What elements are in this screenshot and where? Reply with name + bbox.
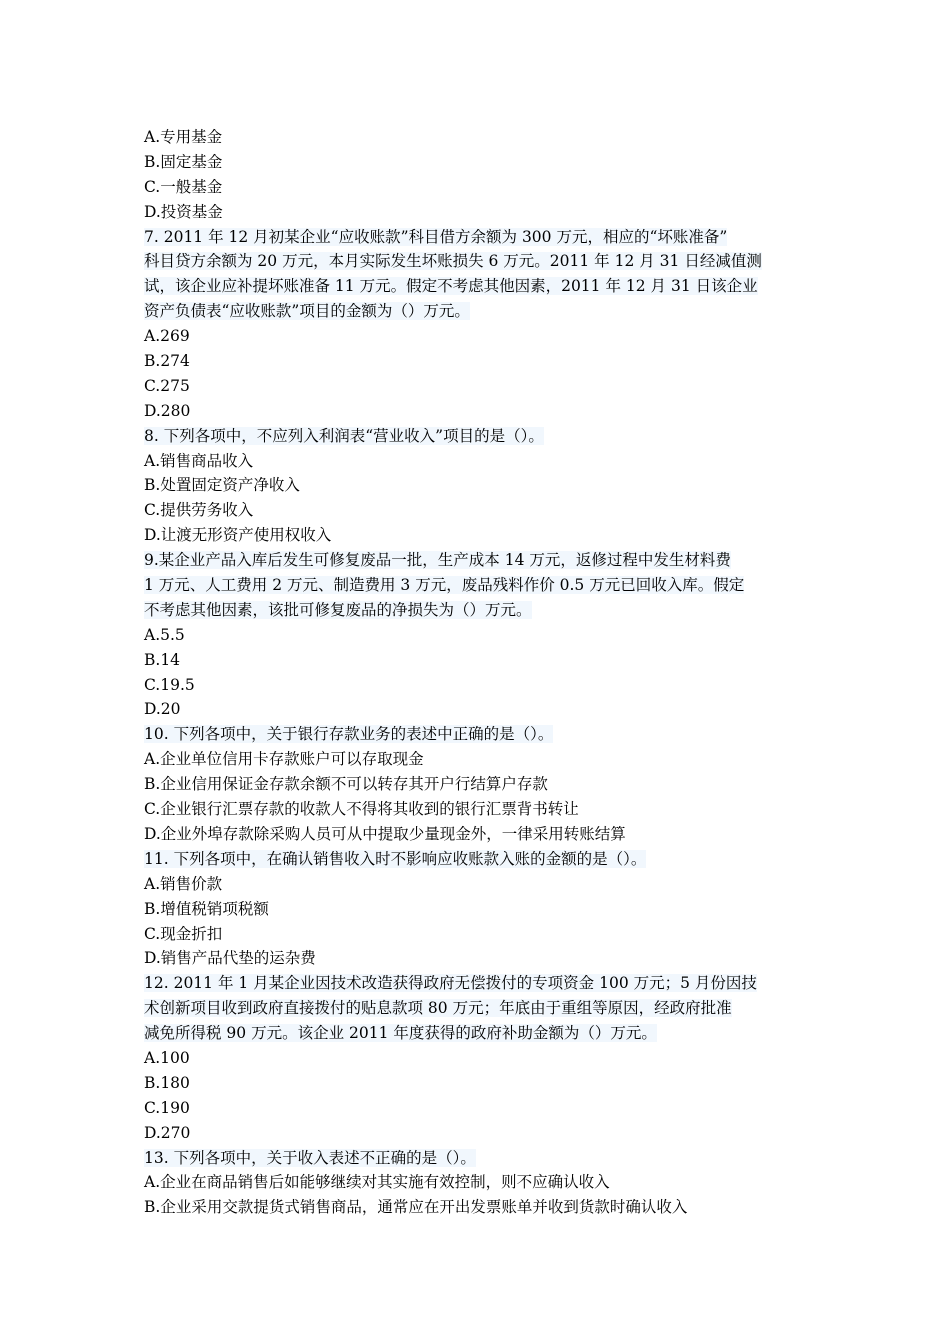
option-line: A.企业单位信用卡存款账户可以存取现金 bbox=[144, 750, 424, 769]
answer-option bbox=[144, 697, 809, 722]
question-line: 资产负债表“应收账款”项目的金额为（）万元。 bbox=[144, 302, 470, 321]
option-line: D.企业外埠存款除采购人员可从中提取少量现金外，一律采用转账结算 bbox=[144, 824, 626, 843]
option-line: D.280 bbox=[144, 401, 191, 420]
option-line: C.19.5 bbox=[144, 675, 195, 694]
option-line: B.企业信用保证金存款余额不可以转存其开户行结算户存款 bbox=[144, 775, 548, 794]
answer-option bbox=[144, 1121, 809, 1146]
option-line: C.一般基金 bbox=[144, 177, 223, 196]
answer-option bbox=[144, 200, 809, 225]
question-text bbox=[144, 548, 809, 623]
question-line: 9.某企业产品入库后发生可修复废品一批，生产成本 14 万元，返修过程中发生材料费 bbox=[144, 551, 731, 570]
option-line: A.100 bbox=[144, 1048, 190, 1067]
option-line: B.180 bbox=[144, 1073, 190, 1092]
option-line: A.销售商品收入 bbox=[144, 451, 254, 470]
question-line: 11. 下列各项中，在确认销售收入时不影响应收账款入账的金额的是（）。 bbox=[144, 849, 647, 868]
question-line: 科目贷方余额为 20 万元，本月实际发生坏账损失 6 万元。2011 年 12 月 31 日经减值测 bbox=[144, 252, 762, 271]
option-line: A.5.5 bbox=[144, 625, 185, 644]
answer-option bbox=[144, 897, 809, 922]
question-line: 不考虑其他因素，该批可修复废品的净损失为（）万元。 bbox=[144, 600, 532, 619]
option-line: B.企业采用交款提货式销售商品，通常应在开出发票账单并收到货款时确认收入 bbox=[144, 1198, 688, 1217]
question-text bbox=[144, 1146, 809, 1171]
option-line: C.现金折扣 bbox=[144, 924, 223, 943]
answer-option bbox=[144, 349, 809, 374]
answer-option bbox=[144, 946, 809, 971]
question-text bbox=[144, 225, 809, 325]
option-line: B.处置固定资产净收入 bbox=[144, 476, 300, 495]
answer-option bbox=[144, 523, 809, 548]
option-line: B.固定基金 bbox=[144, 152, 223, 171]
option-line: D.270 bbox=[144, 1123, 191, 1142]
answer-option bbox=[144, 822, 809, 847]
option-line: D.投资基金 bbox=[144, 202, 223, 221]
answer-option bbox=[144, 797, 809, 822]
question-line: 13. 下列各项中，关于收入表述不正确的是（）。 bbox=[144, 1148, 476, 1167]
answer-option bbox=[144, 772, 809, 797]
question-line: 7. 2011 年 12 月初某企业“应收账款”科目借方余额为 300 万元，相应的“坏账准备” bbox=[144, 227, 728, 246]
question-line: 减免所得税 90 万元。该企业 2011 年度获得的政府补助金额为（）万元。 bbox=[144, 1024, 657, 1043]
answer-option bbox=[144, 1096, 809, 1121]
option-line: C.企业银行汇票存款的收款人不得将其收到的银行汇票背书转让 bbox=[144, 800, 579, 819]
option-line: B.14 bbox=[144, 650, 181, 669]
option-line: C.275 bbox=[144, 376, 190, 395]
answer-option bbox=[144, 872, 809, 897]
answer-option bbox=[144, 623, 809, 648]
answer-option bbox=[144, 673, 809, 698]
option-line: D.让渡无形资产使用权收入 bbox=[144, 526, 332, 545]
option-line: C.提供劳务收入 bbox=[144, 501, 254, 520]
option-line: D.20 bbox=[144, 700, 181, 719]
answer-option bbox=[144, 1046, 809, 1071]
question-line: 试，该企业应补提坏账准备 11 万元。假定不考虑其他因素，2011 年 12 月 31 日该企业 bbox=[144, 277, 758, 296]
option-line: C.190 bbox=[144, 1098, 190, 1117]
option-line: A.企业在商品销售后如能够继续对其实施有效控制，则不应确认收入 bbox=[144, 1173, 610, 1192]
document-body bbox=[144, 125, 809, 1220]
answer-option bbox=[144, 1170, 809, 1195]
answer-option bbox=[144, 1195, 809, 1220]
answer-option bbox=[144, 374, 809, 399]
question-text bbox=[144, 424, 809, 449]
option-line: B.增值税销项税额 bbox=[144, 899, 269, 918]
answer-option bbox=[144, 125, 809, 150]
answer-option bbox=[144, 1071, 809, 1096]
option-line: A.专用基金 bbox=[144, 128, 223, 146]
answer-option bbox=[144, 922, 809, 947]
question-line: 1 万元、人工费用 2 万元、制造费用 3 万元，废品残料作价 0.5 万元已回收入库。假定 bbox=[144, 576, 745, 595]
answer-option bbox=[144, 324, 809, 349]
option-line: A.销售价款 bbox=[144, 874, 223, 893]
question-line: 10. 下列各项中，关于银行存款业务的表述中正确的是（）。 bbox=[144, 725, 554, 744]
option-line: A.269 bbox=[144, 327, 190, 346]
option-line: D.销售产品代垫的运杂费 bbox=[144, 949, 316, 968]
option-line: B.274 bbox=[144, 352, 190, 371]
answer-option bbox=[144, 498, 809, 523]
question-text bbox=[144, 722, 809, 747]
answer-option bbox=[144, 747, 809, 772]
question-text bbox=[144, 971, 809, 1046]
question-line: 8. 下列各项中，不应列入利润表“营业收入”项目的是（）。 bbox=[144, 426, 544, 445]
answer-option bbox=[144, 648, 809, 673]
answer-option bbox=[144, 399, 809, 424]
answer-option bbox=[144, 473, 809, 498]
question-text bbox=[144, 847, 809, 872]
answer-option bbox=[144, 449, 809, 474]
answer-option bbox=[144, 175, 809, 200]
answer-option bbox=[144, 150, 809, 175]
question-line: 12. 2011 年 1 月某企业因技术改造获得政府无偿拨付的专项资金 100 万元；5 月份因技 bbox=[144, 974, 757, 993]
question-line: 术创新项目收到政府直接拨付的贴息款项 80 万元；年底由于重组等原因，经政府批准 bbox=[144, 999, 732, 1018]
